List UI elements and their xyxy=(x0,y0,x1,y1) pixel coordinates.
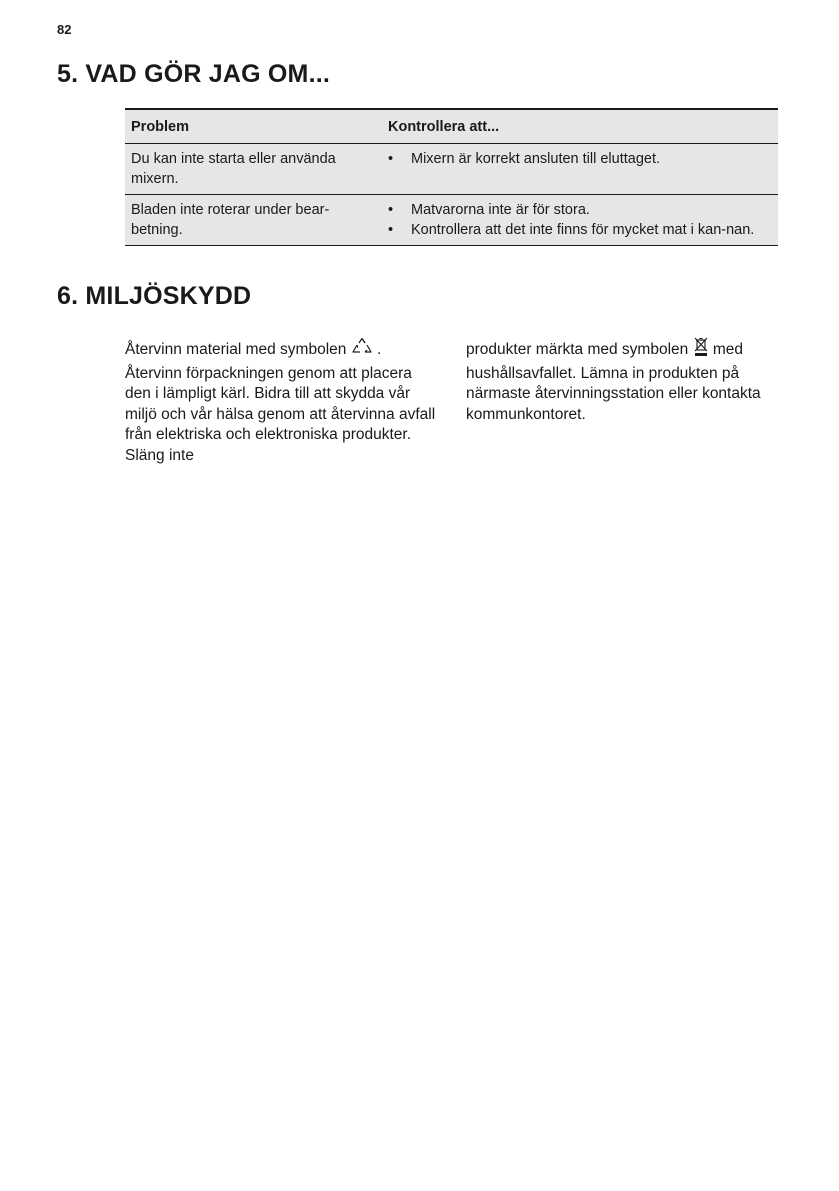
table-row xyxy=(125,195,778,246)
problem-cell: Du kan inte starta eller använda mixern. xyxy=(125,144,382,195)
check-cell xyxy=(382,144,778,195)
table-row xyxy=(125,144,778,195)
table-header-row xyxy=(125,109,778,144)
weee-text-start: produkter märkta med symbolen xyxy=(466,341,689,358)
check-item: • Mixern är korrekt ansluten till eluttaget. xyxy=(388,149,772,169)
crossed-out-bin-icon xyxy=(693,337,709,364)
recycle-icon xyxy=(351,337,373,364)
section-heading-environment: 6. MILJÖSKYDD xyxy=(57,282,252,310)
weee-text-end: med hushållsavfallet. Lämna in produkten på närmaste återvinningsstation eller kontakta kommunkontoret. xyxy=(466,341,761,423)
section-heading-troubleshooting: 5. VAD GÖR JAG OM... xyxy=(57,60,331,88)
environment-text-right xyxy=(466,337,781,425)
troubleshooting-table xyxy=(125,108,778,246)
page-number: 82 xyxy=(57,22,72,37)
check-item: • Matvarorna inte är för stora. xyxy=(388,200,772,220)
column-header-check: Kontrollera att... xyxy=(382,109,778,144)
recycle-text-end: . Återvinn förpackningen genom att placera den i lämpligt kärl. Bidra till att skydda vår miljö och vår hälsa genom att återvinna avfall från elektriska och elektroniska produkter. Släng inte xyxy=(125,341,436,464)
check-item: • Kontrollera att det inte finns för mycket mat i kan-nan. xyxy=(388,220,772,240)
column-header-problem: Problem xyxy=(125,109,382,144)
check-list xyxy=(388,200,772,240)
problem-cell: Bladen inte roterar under bear-betning. xyxy=(125,195,382,246)
check-cell xyxy=(382,195,778,246)
check-list xyxy=(388,149,772,169)
environment-text-left xyxy=(125,337,440,466)
recycle-text-start: Återvinn material med symbolen xyxy=(125,341,347,358)
